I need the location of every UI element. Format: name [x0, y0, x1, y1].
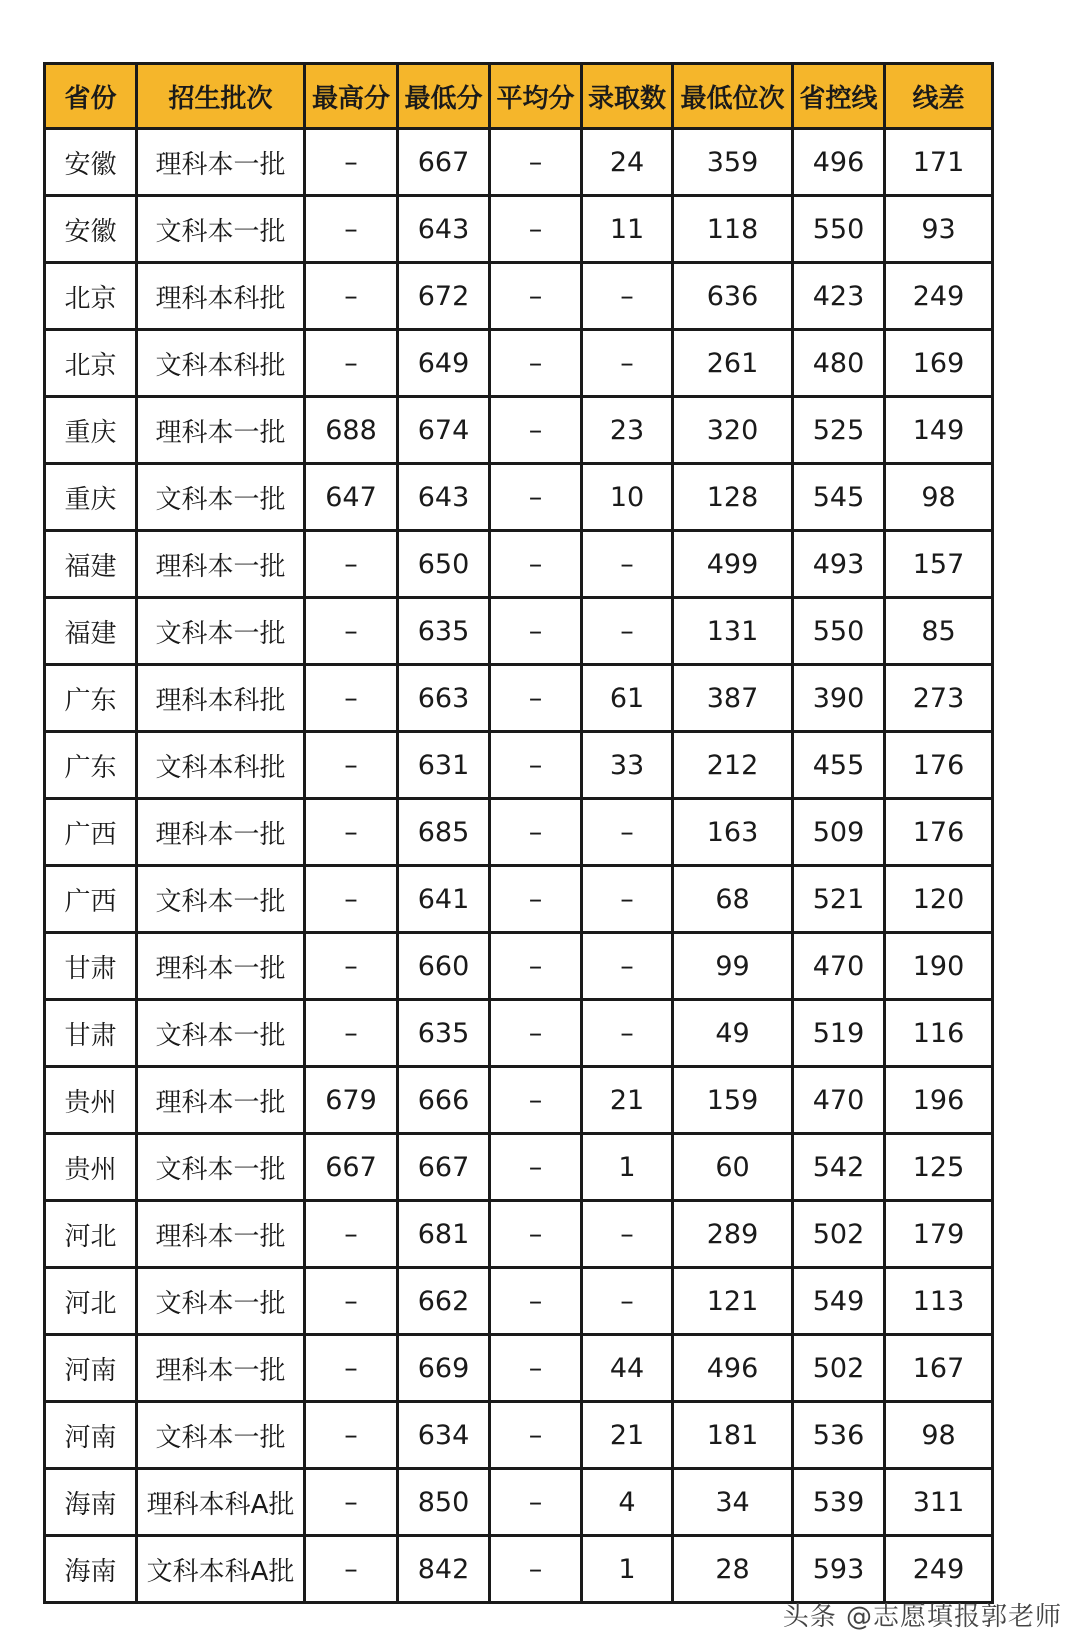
cell-admitted-count: 33 — [582, 732, 673, 799]
cell-min-rank: 496 — [673, 1335, 793, 1402]
cell-avg-score: – — [490, 799, 582, 866]
cell-admitted-count: 1 — [582, 1536, 673, 1603]
cell-batch: 理科本一批 — [137, 129, 305, 196]
cell-province: 北京 — [45, 330, 137, 397]
cell-avg-score: – — [490, 129, 582, 196]
cell-min-score: 685 — [398, 799, 490, 866]
cell-avg-score: – — [490, 397, 582, 464]
cell-line-diff: 249 — [885, 263, 993, 330]
cell-min-rank: 359 — [673, 129, 793, 196]
cell-control-line: 521 — [793, 866, 885, 933]
cell-control-line: 502 — [793, 1201, 885, 1268]
cell-batch: 理科本科A批 — [137, 1469, 305, 1536]
cell-max-score: – — [305, 263, 398, 330]
table-row — [45, 1335, 993, 1402]
cell-max-score: – — [305, 799, 398, 866]
table-row — [45, 665, 993, 732]
table-row — [45, 1268, 993, 1335]
cell-control-line: 423 — [793, 263, 885, 330]
cell-province: 安徽 — [45, 129, 137, 196]
cell-min-score: 663 — [398, 665, 490, 732]
cell-avg-score: – — [490, 1402, 582, 1469]
cell-control-line: 550 — [793, 196, 885, 263]
cell-max-score: – — [305, 1469, 398, 1536]
header-avg-score: 平均分 — [490, 64, 582, 129]
cell-min-rank: 34 — [673, 1469, 793, 1536]
cell-min-rank: 261 — [673, 330, 793, 397]
cell-line-diff: 169 — [885, 330, 993, 397]
cell-min-score: 650 — [398, 531, 490, 598]
cell-control-line: 539 — [793, 1469, 885, 1536]
cell-province: 甘肃 — [45, 1000, 137, 1067]
cell-min-rank: 181 — [673, 1402, 793, 1469]
cell-min-rank: 212 — [673, 732, 793, 799]
cell-avg-score: – — [490, 263, 582, 330]
cell-line-diff: 179 — [885, 1201, 993, 1268]
cell-min-rank: 636 — [673, 263, 793, 330]
cell-min-score: 631 — [398, 732, 490, 799]
cell-avg-score: – — [490, 933, 582, 1000]
cell-batch: 理科本一批 — [137, 531, 305, 598]
cell-province: 福建 — [45, 531, 137, 598]
cell-line-diff: 273 — [885, 665, 993, 732]
cell-control-line: 480 — [793, 330, 885, 397]
cell-batch: 文科本一批 — [137, 464, 305, 531]
cell-batch: 理科本一批 — [137, 933, 305, 1000]
table-row — [45, 1469, 993, 1536]
cell-admitted-count: 21 — [582, 1067, 673, 1134]
cell-avg-score: – — [490, 1067, 582, 1134]
cell-avg-score: – — [490, 330, 582, 397]
cell-control-line: 549 — [793, 1268, 885, 1335]
cell-province: 河南 — [45, 1335, 137, 1402]
table-row — [45, 799, 993, 866]
table-row — [45, 1067, 993, 1134]
admission-score-table — [43, 62, 994, 1604]
cell-batch: 理科本一批 — [137, 799, 305, 866]
cell-line-diff: 116 — [885, 1000, 993, 1067]
cell-province: 重庆 — [45, 464, 137, 531]
cell-control-line: 455 — [793, 732, 885, 799]
cell-batch: 理科本一批 — [137, 1067, 305, 1134]
cell-admitted-count: – — [582, 866, 673, 933]
cell-avg-score: – — [490, 598, 582, 665]
cell-control-line: 390 — [793, 665, 885, 732]
cell-control-line: 519 — [793, 1000, 885, 1067]
cell-min-rank: 163 — [673, 799, 793, 866]
cell-line-diff: 311 — [885, 1469, 993, 1536]
cell-min-score: 643 — [398, 464, 490, 531]
cell-max-score: – — [305, 1536, 398, 1603]
cell-max-score: – — [305, 531, 398, 598]
cell-min-rank: 387 — [673, 665, 793, 732]
table-row — [45, 397, 993, 464]
cell-control-line: 525 — [793, 397, 885, 464]
cell-min-score: 634 — [398, 1402, 490, 1469]
cell-min-rank: 28 — [673, 1536, 793, 1603]
table-row — [45, 866, 993, 933]
cell-min-score: 681 — [398, 1201, 490, 1268]
cell-max-score: 688 — [305, 397, 398, 464]
cell-batch: 文科本一批 — [137, 1134, 305, 1201]
cell-max-score: 647 — [305, 464, 398, 531]
cell-admitted-count: 21 — [582, 1402, 673, 1469]
cell-min-score: 666 — [398, 1067, 490, 1134]
cell-line-diff: 157 — [885, 531, 993, 598]
cell-province: 广东 — [45, 732, 137, 799]
cell-min-score: 669 — [398, 1335, 490, 1402]
cell-batch: 理科本科批 — [137, 263, 305, 330]
header-control-line: 省控线 — [793, 64, 885, 129]
cell-admitted-count: 10 — [582, 464, 673, 531]
cell-province: 重庆 — [45, 397, 137, 464]
cell-min-score: 672 — [398, 263, 490, 330]
cell-province: 广东 — [45, 665, 137, 732]
cell-batch: 文科本一批 — [137, 1402, 305, 1469]
cell-batch: 理科本一批 — [137, 1335, 305, 1402]
cell-batch: 文科本科批 — [137, 732, 305, 799]
table-row — [45, 1402, 993, 1469]
cell-min-score: 674 — [398, 397, 490, 464]
cell-province: 广西 — [45, 799, 137, 866]
cell-batch: 理科本科批 — [137, 665, 305, 732]
cell-control-line: 542 — [793, 1134, 885, 1201]
table-row — [45, 1000, 993, 1067]
cell-line-diff: 93 — [885, 196, 993, 263]
cell-min-rank: 60 — [673, 1134, 793, 1201]
header-batch: 招生批次 — [137, 64, 305, 129]
cell-min-score: 649 — [398, 330, 490, 397]
cell-line-diff: 85 — [885, 598, 993, 665]
cell-batch: 文科本科A批 — [137, 1536, 305, 1603]
cell-province: 海南 — [45, 1469, 137, 1536]
cell-min-rank: 320 — [673, 397, 793, 464]
cell-min-rank: 49 — [673, 1000, 793, 1067]
cell-admitted-count: 61 — [582, 665, 673, 732]
cell-province: 贵州 — [45, 1067, 137, 1134]
cell-line-diff: 171 — [885, 129, 993, 196]
cell-max-score: – — [305, 1201, 398, 1268]
table-row — [45, 263, 993, 330]
cell-min-score: 643 — [398, 196, 490, 263]
table-row — [45, 330, 993, 397]
cell-admitted-count: 11 — [582, 196, 673, 263]
cell-control-line: 593 — [793, 1536, 885, 1603]
cell-min-rank: 499 — [673, 531, 793, 598]
cell-province: 河北 — [45, 1268, 137, 1335]
cell-province: 贵州 — [45, 1134, 137, 1201]
cell-province: 福建 — [45, 598, 137, 665]
cell-admitted-count: 4 — [582, 1469, 673, 1536]
table-row — [45, 531, 993, 598]
cell-admitted-count: – — [582, 933, 673, 1000]
cell-max-score: – — [305, 1335, 398, 1402]
cell-max-score: – — [305, 1000, 398, 1067]
cell-control-line: 536 — [793, 1402, 885, 1469]
table-row — [45, 1134, 993, 1201]
cell-min-score: 635 — [398, 598, 490, 665]
cell-min-rank: 289 — [673, 1201, 793, 1268]
cell-max-score: – — [305, 933, 398, 1000]
cell-max-score: – — [305, 866, 398, 933]
cell-batch: 文科本一批 — [137, 1268, 305, 1335]
cell-batch: 理科本一批 — [137, 1201, 305, 1268]
cell-min-score: 850 — [398, 1469, 490, 1536]
cell-min-score: 667 — [398, 129, 490, 196]
cell-line-diff: 98 — [885, 464, 993, 531]
cell-admitted-count: – — [582, 263, 673, 330]
cell-control-line: 496 — [793, 129, 885, 196]
cell-province: 海南 — [45, 1536, 137, 1603]
cell-min-rank: 159 — [673, 1067, 793, 1134]
header-province: 省份 — [45, 64, 137, 129]
cell-min-score: 641 — [398, 866, 490, 933]
cell-control-line: 509 — [793, 799, 885, 866]
table-row — [45, 732, 993, 799]
watermark-text: 头条 @志愿填报郭老师 — [782, 1602, 1062, 1632]
cell-max-score: – — [305, 196, 398, 263]
cell-min-score: 635 — [398, 1000, 490, 1067]
cell-admitted-count: – — [582, 531, 673, 598]
table-row — [45, 1536, 993, 1603]
cell-avg-score: – — [490, 1000, 582, 1067]
cell-line-diff: 176 — [885, 732, 993, 799]
cell-avg-score: – — [490, 665, 582, 732]
header-max-score: 最高分 — [305, 64, 398, 129]
cell-control-line: 545 — [793, 464, 885, 531]
cell-avg-score: – — [490, 732, 582, 799]
cell-min-rank: 121 — [673, 1268, 793, 1335]
cell-min-score: 842 — [398, 1536, 490, 1603]
cell-province: 甘肃 — [45, 933, 137, 1000]
table-header — [45, 64, 993, 129]
cell-avg-score: – — [490, 531, 582, 598]
cell-max-score: 667 — [305, 1134, 398, 1201]
cell-avg-score: – — [490, 1201, 582, 1268]
cell-max-score: – — [305, 1402, 398, 1469]
cell-control-line: 502 — [793, 1335, 885, 1402]
cell-avg-score: – — [490, 1335, 582, 1402]
cell-admitted-count: – — [582, 799, 673, 866]
cell-line-diff: 149 — [885, 397, 993, 464]
cell-avg-score: – — [490, 1134, 582, 1201]
cell-min-rank: 118 — [673, 196, 793, 263]
cell-avg-score: – — [490, 196, 582, 263]
table-row — [45, 933, 993, 1000]
cell-min-score: 662 — [398, 1268, 490, 1335]
cell-line-diff: 176 — [885, 799, 993, 866]
table-body — [45, 129, 993, 1603]
cell-admitted-count: – — [582, 1201, 673, 1268]
cell-min-score: 660 — [398, 933, 490, 1000]
table-row — [45, 464, 993, 531]
cell-batch: 文科本一批 — [137, 196, 305, 263]
cell-province: 广西 — [45, 866, 137, 933]
cell-max-score: – — [305, 129, 398, 196]
cell-avg-score: – — [490, 464, 582, 531]
header-line-diff: 线差 — [885, 64, 993, 129]
cell-avg-score: – — [490, 1469, 582, 1536]
cell-batch: 文科本一批 — [137, 866, 305, 933]
cell-admitted-count: – — [582, 330, 673, 397]
cell-line-diff: 196 — [885, 1067, 993, 1134]
header-row — [45, 64, 993, 129]
cell-max-score: – — [305, 732, 398, 799]
cell-min-rank: 68 — [673, 866, 793, 933]
admission-score-table-container — [43, 62, 991, 1604]
cell-line-diff: 120 — [885, 866, 993, 933]
table-row — [45, 196, 993, 263]
cell-admitted-count: 44 — [582, 1335, 673, 1402]
table-row — [45, 598, 993, 665]
cell-province: 北京 — [45, 263, 137, 330]
cell-control-line: 470 — [793, 933, 885, 1000]
cell-line-diff: 249 — [885, 1536, 993, 1603]
cell-admitted-count: 24 — [582, 129, 673, 196]
cell-line-diff: 113 — [885, 1268, 993, 1335]
cell-max-score: – — [305, 1268, 398, 1335]
cell-max-score: – — [305, 665, 398, 732]
cell-min-rank: 128 — [673, 464, 793, 531]
cell-batch: 文科本科批 — [137, 330, 305, 397]
cell-control-line: 550 — [793, 598, 885, 665]
cell-min-score: 667 — [398, 1134, 490, 1201]
cell-admitted-count: – — [582, 598, 673, 665]
cell-min-rank: 99 — [673, 933, 793, 1000]
cell-max-score: – — [305, 598, 398, 665]
cell-line-diff: 125 — [885, 1134, 993, 1201]
cell-max-score: 679 — [305, 1067, 398, 1134]
cell-admitted-count: 1 — [582, 1134, 673, 1201]
cell-batch: 理科本一批 — [137, 397, 305, 464]
table-row — [45, 1201, 993, 1268]
header-min-rank: 最低位次 — [673, 64, 793, 129]
header-min-score: 最低分 — [398, 64, 490, 129]
cell-province: 河南 — [45, 1402, 137, 1469]
cell-avg-score: – — [490, 866, 582, 933]
cell-batch: 文科本一批 — [137, 1000, 305, 1067]
cell-control-line: 493 — [793, 531, 885, 598]
cell-line-diff: 190 — [885, 933, 993, 1000]
cell-admitted-count: 23 — [582, 397, 673, 464]
cell-avg-score: – — [490, 1268, 582, 1335]
header-admitted-count: 录取数 — [582, 64, 673, 129]
cell-max-score: – — [305, 330, 398, 397]
cell-admitted-count: – — [582, 1000, 673, 1067]
cell-province: 河北 — [45, 1201, 137, 1268]
cell-line-diff: 98 — [885, 1402, 993, 1469]
cell-control-line: 470 — [793, 1067, 885, 1134]
cell-admitted-count: – — [582, 1268, 673, 1335]
cell-batch: 文科本一批 — [137, 598, 305, 665]
table-row — [45, 129, 993, 196]
cell-line-diff: 167 — [885, 1335, 993, 1402]
cell-province: 安徽 — [45, 196, 137, 263]
cell-avg-score: – — [490, 1536, 582, 1603]
cell-min-rank: 131 — [673, 598, 793, 665]
